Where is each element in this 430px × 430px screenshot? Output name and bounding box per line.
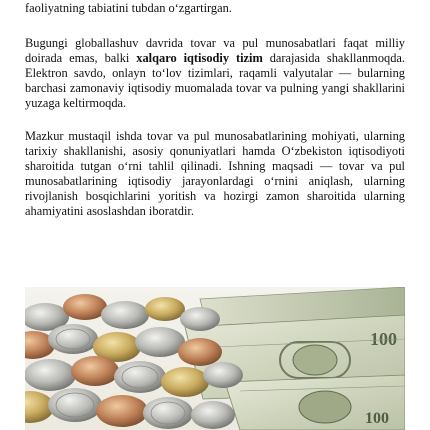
svg-text:100: 100	[370, 329, 397, 349]
coins	[25, 294, 243, 429]
paragraph-text: Bugungi globallashuv davrida tovar va pul munosabatlari faqat milliy doirada emas, balki	[25, 36, 405, 66]
money-photo	[25, 287, 405, 430]
svg-text:100: 100	[365, 410, 389, 427]
paragraph-intro-tail	[25, 1, 405, 16]
paragraph-text: Mazkur mustaqil ishda tovar va pul munosabatlarining mohiyati, ularning tarixiy shakllanishi, asosiy qonuniyatlari hamda O‘zbekiston iqtisodiyoti sharoitida tutgan o‘rni tahlil qilinadi. Ishning maqsadi — tovar va pul munosabatlarining iqtisodiy jarayonlardagi o‘rnini aniqlash, ularning rivojlanish bosqichlarini yoritish va hozirgi zamon sharoitida ularning ahamiyatini asoslashdan iboratdir.	[25, 129, 405, 219]
paragraph-text: faoliyatning tabiatini tubdan o‘zgartirgan.	[25, 1, 232, 15]
money-illustration	[25, 287, 405, 430]
bold-term: xalqaro iqtisodiy tizim	[136, 51, 263, 66]
paragraph-purpose	[25, 129, 405, 220]
paragraph-text: darajasida shakllanmoqda. Elektron savdo, onlayn to‘lov tizimlari, raqamli valyutalar — bularning barchasi zamonaviy iqtisodiy muomalada tovar va pulning yangi shakllarini yuzaga keltirmoqda.	[25, 51, 406, 111]
paragraph-globalization	[25, 36, 405, 111]
